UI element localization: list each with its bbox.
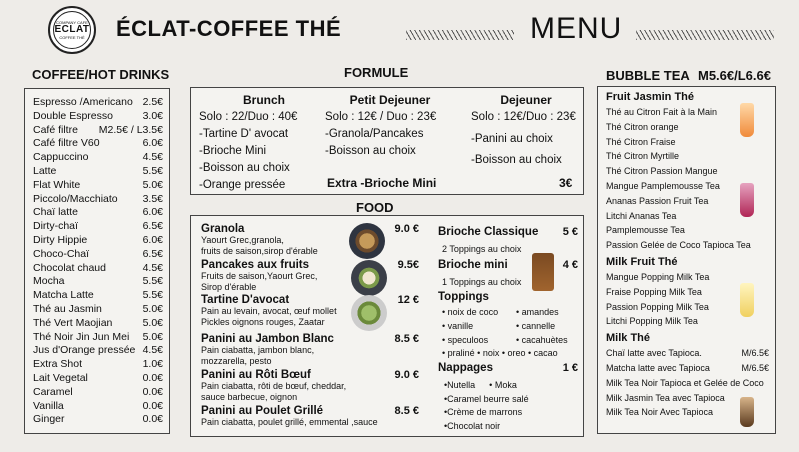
food-item-price: 8.5 €: [394, 405, 419, 417]
logo-main-text: ECLAT: [54, 24, 90, 35]
fruit-tea-item: Ananas Passion Fruit Tea: [606, 195, 709, 206]
coffee-item-name: Matcha Latte: [33, 289, 94, 302]
logo-bottom-text: COFFEE THÉ: [59, 35, 85, 40]
coffee-row: [33, 372, 163, 386]
fruit-jasmin-item: Thé Citron Passion Mangue: [606, 166, 718, 177]
coffee-row: [33, 275, 163, 289]
coffee-item-name: Thé Noir Jin Jun Mei: [33, 330, 130, 343]
coffee-item-price: 4.5€: [142, 261, 163, 274]
coffee-item-price: 5.5€: [142, 275, 163, 288]
food-item-price: 9.0 €: [394, 223, 419, 235]
food-item-name: Panini au Jambon Blanc: [201, 333, 334, 345]
dejeuner-column: [471, 93, 581, 171]
brunch-column: [199, 93, 319, 194]
brunch-item: -Boisson au choix: [199, 162, 290, 174]
coffee-row: [33, 386, 163, 400]
milk-fruit-item: Mangue Popping Milk Tea: [606, 271, 710, 282]
food-item-price: 9.5€: [397, 259, 419, 271]
food-item-desc: fruits de saison,sirop d'érable: [201, 245, 318, 256]
dejeuner-item: -Panini au choix: [471, 133, 553, 145]
coffee-item-name: Jus d'Orange pressée: [33, 344, 136, 357]
menu-title: MENU: [530, 12, 623, 45]
brioche-mini-price: 4 €: [562, 259, 578, 271]
food-item-desc: Pain au levain, avocat, œuf mollet: [201, 306, 337, 316]
extra-label: Extra -Brioche Mini: [327, 176, 437, 190]
coffee-item-price: 2.5€: [142, 96, 163, 108]
food-item-desc: Sirop d'érable: [201, 281, 257, 292]
coffee-row: [33, 179, 163, 193]
fruit-jasmin-item: Thé Citron Myrtille: [606, 151, 680, 162]
milk-the-item-price: M/6.5€: [741, 362, 769, 373]
formule-box: [190, 87, 584, 195]
brunch-price: Solo : 22/Duo : 40€: [199, 111, 298, 123]
coffee-item-price: 4.5€: [142, 151, 163, 164]
coffee-item-name: Flat White: [33, 178, 81, 191]
avocado-plate-icon: [351, 295, 387, 331]
food-item-name: Pancakes aux fruits: [201, 259, 310, 271]
nappage-item: •Nutella: [444, 380, 476, 390]
milk-fruit-item: Fraise Popping Milk Tea: [606, 286, 702, 297]
food-item-price: 12 €: [397, 294, 419, 306]
nappages-price: 1 €: [562, 362, 578, 374]
milk-the-item-name: Chaï latte avec Tapioca.: [606, 348, 702, 359]
coffee-item-name: Caramel: [33, 385, 73, 398]
coffee-row: [33, 413, 163, 427]
coffee-item-price: 0.0€: [142, 385, 163, 398]
food-item-desc: Pain ciabatta, poulet grillé, emmental ,sauce: [201, 417, 378, 427]
bubble-price: M5.6€/L6.6€: [698, 68, 771, 83]
coffee-item-name: Thé Vert Maojian: [33, 316, 113, 329]
brunch-item: -Tartine D' avocat: [199, 128, 289, 140]
coffee-row: [33, 234, 163, 248]
food-box: [190, 215, 584, 437]
extra-price: 3€: [559, 176, 573, 190]
fruit-tea-item: Mangue Pamplemousse Tea: [606, 180, 720, 191]
topping-item: • amandes: [516, 307, 559, 317]
formule-heading: FORMULE: [344, 65, 409, 80]
fruit-jasmin-item: Thé au Citron Fait à la Main: [606, 107, 718, 117]
coffee-item-price: 5.0€: [142, 316, 163, 329]
coffee-row: [33, 344, 163, 358]
food-item-desc: mozzarella, pesto: [201, 355, 272, 366]
food-item-price: 8.5 €: [394, 333, 419, 345]
nappages-heading: Nappages: [438, 362, 493, 374]
coffee-item-price: 6.0€: [142, 206, 163, 219]
milk-the-item-price: M/6.5€: [741, 348, 769, 359]
coffee-item-price: 6.5€: [142, 247, 163, 260]
coffee-item-name: Dirty-chaï: [33, 220, 78, 233]
food-item-desc: Pain ciabatta, jambon blanc,: [201, 345, 315, 355]
coffee-row: [33, 248, 163, 262]
milk-the-item: [606, 376, 769, 391]
petit-item: -Boisson au choix: [325, 145, 416, 157]
coffee-item-price: 5.0€: [142, 178, 163, 191]
food-item-desc: Pickles oignons rouges, Zaatar: [201, 316, 325, 327]
milk-the-item-name: Matcha latte avec Tapioca: [606, 362, 710, 373]
milk-fruit-cup-icon: [740, 283, 754, 317]
food-item-name: Panini au Poulet Grillé: [201, 405, 324, 417]
fruit-jasmin-heading: Fruit Jasmin Thé: [606, 91, 695, 103]
fruit-jasmin-item: Thé Citron orange: [606, 121, 679, 132]
coffee-item-price: 5.0€: [142, 330, 163, 343]
bubble-heading: BUBBLE TEA: [606, 68, 690, 83]
food-right-column: [438, 226, 578, 431]
coffee-item-name: Espresso /Americano: [33, 96, 133, 108]
food-item-name: Granola: [201, 223, 245, 235]
topping-item: • noix de coco: [442, 307, 499, 317]
coffee-item-price: M2.5€ / L3.5€: [98, 123, 163, 136]
coffee-item-name: Lait Vegetal: [33, 371, 88, 384]
milk-fruit-item: Passion Popping Milk Tea: [606, 301, 709, 312]
brioche-mini-desc: 1 Toppings au choix: [442, 277, 522, 287]
coffee-list: [24, 88, 170, 434]
milk-the-item-name: Milk Jasmin Tea avec Tapioca: [606, 392, 725, 403]
milk-the-item-name: Milk Tea Noir Avec Tapioca: [606, 407, 714, 418]
food-left-column: [201, 223, 419, 435]
food-item-desc: sauce barbecue, oignon: [201, 391, 298, 402]
dejeuner-price: Solo : 12€/Duo : 23€: [471, 111, 576, 123]
header-hatch-left: [406, 30, 514, 40]
coffee-row: [33, 220, 163, 234]
pancake-plate-icon: [351, 260, 387, 296]
coffee-item-price: 0.0€: [142, 413, 163, 426]
berry-tea-cup-icon: [740, 183, 754, 217]
topping-item: • cacahuètes: [516, 335, 568, 345]
coffee-item-price: 0.0€: [142, 371, 163, 384]
coffee-row: [33, 165, 163, 179]
petit-price: Solo : 12€ / Duo : 23€: [325, 111, 437, 123]
food-item-desc: Fruits de saison,Yaourt Grec,: [201, 271, 318, 281]
orange-tea-cup-icon: [740, 103, 754, 137]
coffee-item-price: 5.5€: [142, 289, 163, 302]
nappage-item: •Crème de marrons: [444, 407, 523, 417]
header-hatch-right: [636, 30, 774, 40]
fruit-jasmin-item: Thé Citron Fraise: [606, 136, 676, 147]
coffee-row: [33, 137, 163, 151]
coffee-item-price: 3.5€: [142, 192, 163, 205]
dejeuner-title: Dejeuner: [500, 93, 552, 107]
petit-title: Petit Dejeuner: [349, 93, 431, 107]
coffee-item-price: 5.5€: [142, 164, 163, 177]
coffee-row: [33, 303, 163, 317]
food-item-desc: Yaourt Grec,granola,: [201, 235, 284, 245]
petit-item: -Granola/Pancakes: [325, 128, 424, 140]
coffee-item-price: 5.0€: [142, 302, 163, 315]
coffee-item-name: Vanilla: [33, 399, 64, 412]
brunch-title: Brunch: [243, 93, 285, 107]
granola-plate-icon: [349, 223, 385, 259]
coffee-item-price: 6.5€: [142, 220, 163, 233]
coffee-item-name: Cappuccino: [33, 151, 89, 164]
nappage-item: •Caramel beurre salé: [444, 393, 529, 404]
fruit-tea-item: Passion Gelée de Coco Tapioca Tea: [606, 240, 751, 251]
toppings-last-row: • praliné • noix • oreo • cacao: [442, 348, 558, 358]
food-item-desc: Pain ciabatta, rôti de bœuf, cheddar,: [201, 381, 347, 391]
food-item: [201, 369, 419, 402]
brioche-classique-price: 5 €: [562, 226, 578, 238]
coffee-item-name: Café filtre: [33, 123, 78, 136]
brioche-classique-name: Brioche Classique: [438, 226, 539, 238]
milk-the-item: [606, 361, 769, 376]
logo-top-text: COMPANY CAFE: [56, 20, 88, 25]
milk-fruit-heading: Milk Fruit Thé: [606, 255, 678, 268]
coffee-heading: COFFEE/HOT DRINKS: [32, 67, 170, 82]
milk-the-item: [606, 346, 769, 361]
coffee-row: [33, 331, 163, 345]
topping-item: • vanille: [442, 321, 474, 331]
coffee-item-name: Latte: [33, 164, 57, 177]
coffee-item-name: Extra Shot: [33, 358, 83, 371]
food-item-price: 9.0 €: [394, 369, 419, 381]
food-item: [201, 333, 419, 366]
coffee-item-name: Mocha: [33, 275, 65, 288]
fruit-tea-item: Litchi Ananas Tea: [606, 210, 677, 221]
coffee-row: [33, 400, 163, 414]
coffee-row: [33, 289, 163, 303]
toppings-heading: Toppings: [438, 291, 489, 303]
coffee-item-name: Chaï latte: [33, 206, 78, 219]
coffee-item-name: Thé au Jasmin: [33, 302, 102, 315]
nappages-row: [444, 379, 529, 393]
fruit-tea-item: Pamplemousse Tea: [606, 225, 685, 236]
nappages-list: [444, 379, 529, 433]
coffee-item-name: Café filtre V60: [33, 137, 100, 150]
coffee-row: [33, 110, 163, 124]
coffee-item-name: Choco-Chaï: [33, 247, 90, 260]
milk-fruit-item: Litchi Popping Milk Tea: [606, 316, 698, 327]
nappage-item: • Moka: [489, 380, 517, 390]
coffee-row: [33, 317, 163, 331]
topping-item: • speculoos: [442, 335, 489, 345]
coffee-row: [33, 262, 163, 276]
coffee-item-name: Double Espresso: [33, 109, 113, 122]
food-heading: FOOD: [356, 200, 394, 215]
brunch-item: -Brioche Mini: [199, 145, 267, 157]
coffee-row: [33, 124, 163, 138]
coffee-row: [33, 193, 163, 207]
brioche-classique-desc: 2 Toppings au choix: [442, 244, 522, 254]
brunch-item: -Orange pressée: [199, 179, 286, 191]
milk-the-item-name: Milk Tea Noir Tapioca et Gelée de Coco: [606, 377, 764, 388]
coffee-row: [33, 151, 163, 165]
topping-item: • cannelle: [516, 321, 556, 331]
coffee-item-name: Piccolo/Macchiato: [33, 192, 118, 205]
milk-tea-cup-icon: [740, 397, 754, 427]
food-item-name: Tartine D'avocat: [201, 294, 290, 306]
coffee-row: [33, 206, 163, 220]
cafe-title: ÉCLAT-COFFEE THÉ: [116, 16, 342, 41]
food-item: [201, 405, 419, 428]
coffee-row: [33, 358, 163, 372]
nappage-item: •Chocolat noir: [444, 420, 501, 431]
bubble-box: [597, 86, 776, 434]
coffee-item-price: 6.0€: [142, 137, 163, 150]
coffee-item-price: 6.0€: [142, 233, 163, 246]
coffee-item-price: 4.5€: [142, 344, 163, 357]
food-item-name: Panini au Rôti Bœuf: [201, 369, 311, 381]
dejeuner-item: -Boisson au choix: [471, 154, 562, 166]
petit-column: [325, 93, 455, 160]
coffee-item-price: 0.0€: [142, 399, 163, 412]
food-item: [201, 223, 419, 256]
milk-the-heading: Milk Thé: [606, 332, 651, 345]
brioche-image-icon: [532, 253, 554, 291]
coffee-row: [33, 96, 163, 110]
coffee-item-name: Dirty Hippie: [33, 233, 88, 246]
coffee-item-name: Chocolat chaud: [33, 261, 106, 274]
coffee-item-price: 1.0€: [142, 358, 163, 371]
coffee-item-price: 3.0€: [142, 109, 163, 122]
cafe-logo: [48, 6, 96, 54]
brioche-mini-name: Brioche mini: [438, 259, 508, 271]
coffee-item-name: Ginger: [33, 413, 65, 426]
